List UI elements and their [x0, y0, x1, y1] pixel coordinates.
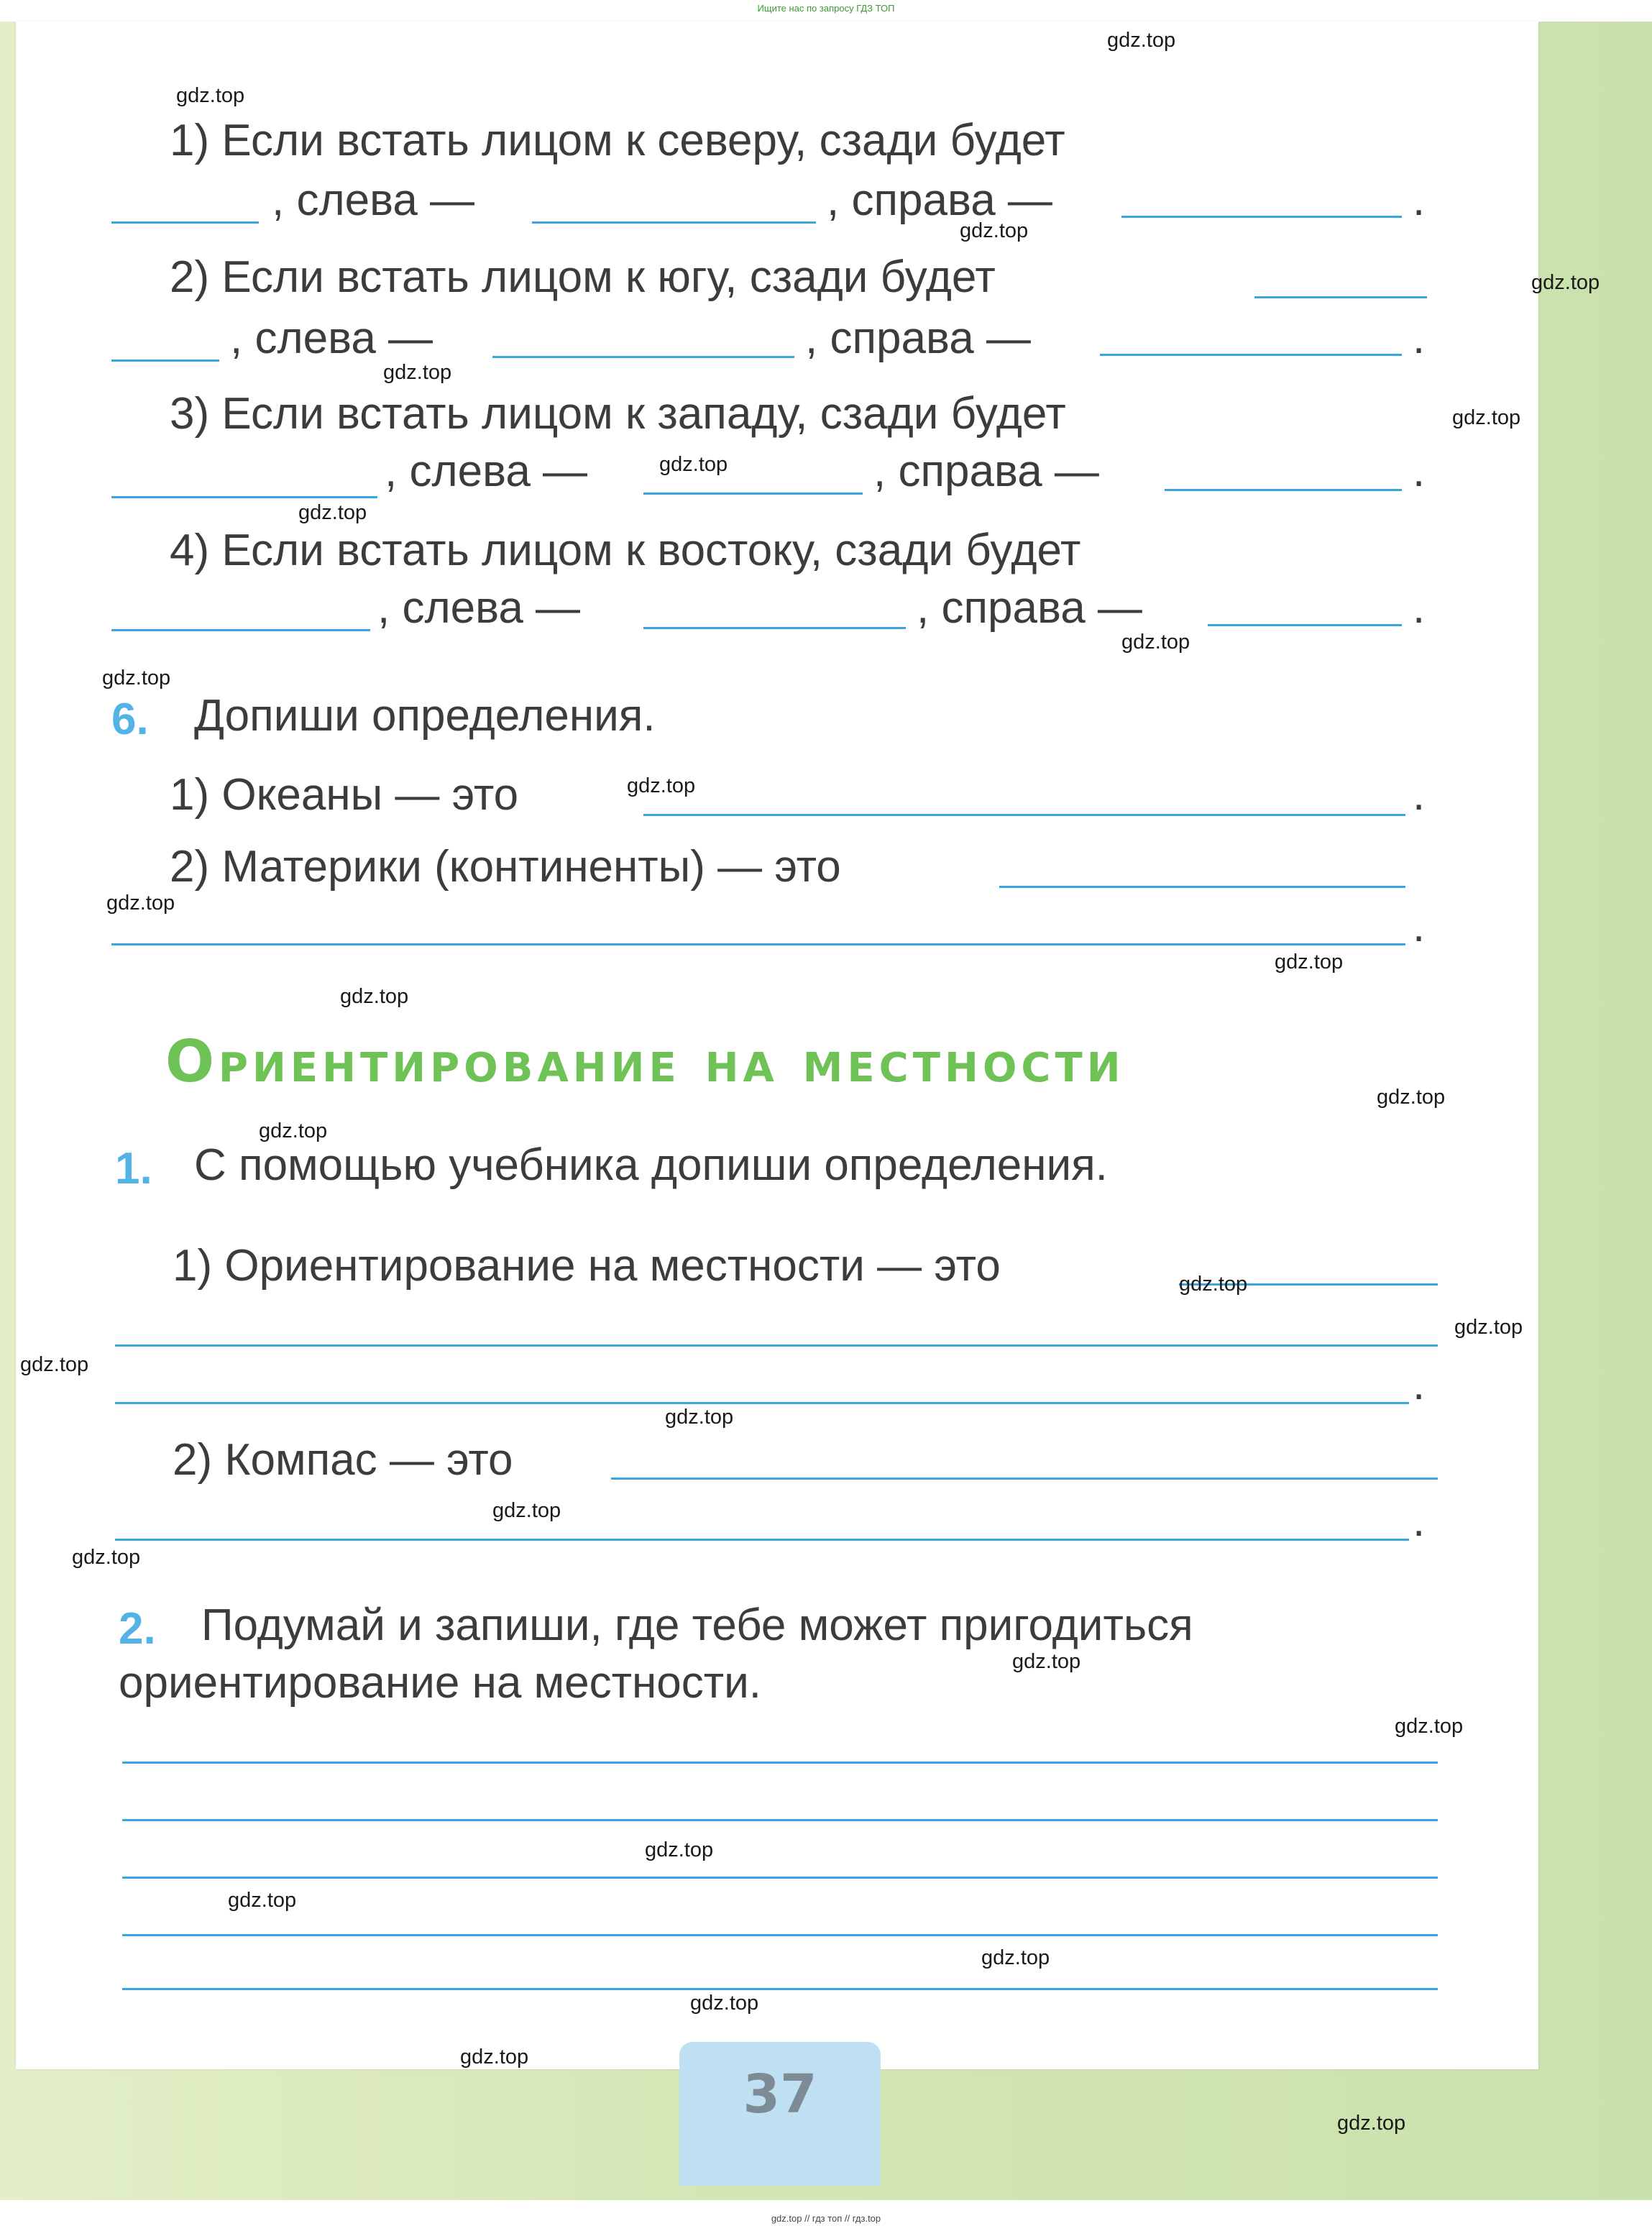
section-task1-item1-blank-b[interactable]: [115, 1344, 1438, 1347]
task6-item2-blank-a[interactable]: [999, 886, 1405, 888]
t5-item1-dot: .: [1413, 175, 1426, 225]
t5-item4-blank-left[interactable]: [643, 627, 906, 629]
t5-item1-right: , справа —: [827, 175, 1052, 225]
section-task1-item1-blank-c[interactable]: [115, 1402, 1409, 1404]
t5-item1-blank-left[interactable]: [532, 221, 816, 224]
task6-number: 6.: [111, 695, 149, 744]
t5-item3-blank-right[interactable]: [1165, 489, 1402, 491]
watermark: gdz.top: [659, 453, 728, 476]
t5-item2-left: , слева —: [230, 313, 433, 363]
section-task1-item2-blank-b[interactable]: [115, 1539, 1409, 1541]
section-task1-item1-dot: .: [1413, 1360, 1426, 1409]
watermark: gdz.top: [259, 1119, 328, 1142]
watermark: gdz.top: [298, 501, 367, 524]
watermark: gdz.top: [981, 1946, 1050, 1969]
t5-item1-text: 1) Если встать лицом к северу, сзади будет: [170, 116, 1065, 165]
t5-item3-blank-left[interactable]: [643, 493, 863, 495]
watermark: gdz.top: [645, 1838, 714, 1861]
watermark: gdz.top: [1337, 2112, 1406, 2135]
section-task1-item2-text: 2) Компас — это: [173, 1435, 513, 1485]
watermark: gdz.top: [72, 1546, 141, 1569]
t5-item1-blank-back[interactable]: [111, 221, 259, 224]
watermark: gdz.top: [1275, 950, 1344, 974]
section-task2-blank-3[interactable]: [122, 1877, 1438, 1879]
watermark: gdz.top: [102, 666, 171, 690]
task6-item2-text: 2) Материки (континенты) — это: [170, 842, 841, 892]
section-task2-line1: Подумай и запиши, где тебе может пригодиться: [201, 1600, 1193, 1650]
task6-item2-dot: .: [1413, 902, 1426, 951]
section-task1-item2-blank-a[interactable]: [611, 1478, 1438, 1480]
section-task2-blank-4[interactable]: [122, 1934, 1438, 1936]
t5-item2-blank-back-b[interactable]: [111, 359, 219, 362]
t5-item4-right: , справа —: [917, 583, 1142, 633]
watermark: gdz.top: [176, 84, 245, 107]
section-heading: Ориентирование на местности: [165, 1028, 1125, 1095]
t5-item4-blank-back[interactable]: [111, 629, 370, 631]
watermark: gdz.top: [1531, 271, 1600, 294]
watermark: gdz.top: [20, 1353, 89, 1376]
section-task1-item2-dot: .: [1413, 1496, 1426, 1546]
task6-item2-blank-b[interactable]: [111, 943, 1405, 945]
t5-item4-blank-right[interactable]: [1208, 624, 1402, 626]
watermark: gdz.top: [492, 1499, 561, 1522]
t5-item4-text: 4) Если встать лицом к востоку, сзади будет: [170, 526, 1081, 575]
t5-item2-blank-right[interactable]: [1100, 354, 1402, 356]
t5-item1-blank-right[interactable]: [1121, 216, 1402, 218]
watermark: gdz.top: [1107, 29, 1176, 52]
section-task2-line2: ориентирование на местности.: [119, 1658, 762, 1708]
t5-item2-text: 2) Если встать лицом к югу, сзади будет: [170, 252, 996, 302]
watermark: gdz.top: [1454, 1316, 1523, 1339]
task6-item1-text: 1) Океаны — это: [170, 770, 519, 820]
section-task2-number: 2.: [119, 1604, 156, 1654]
t5-item2-blank-left[interactable]: [492, 356, 794, 358]
task6-item1-blank[interactable]: [643, 814, 1405, 816]
t5-item3-blank-back[interactable]: [111, 496, 377, 498]
t5-item2-dot: .: [1413, 313, 1426, 363]
watermark: gdz.top: [1395, 1715, 1464, 1738]
top-banner[interactable]: Ищите нас по запросу ГДЗ ТОП: [757, 3, 895, 14]
section-task2-blank-2[interactable]: [122, 1819, 1438, 1821]
t5-item3-left: , слева —: [385, 446, 588, 496]
section-task1-item1-text: 1) Ориентирование на местности — это: [173, 1241, 1001, 1291]
watermark: gdz.top: [665, 1406, 734, 1429]
watermark: gdz.top: [383, 361, 452, 384]
section-task1-title: С помощью учебника допиши определения.: [194, 1140, 1108, 1190]
task6-title: Допиши определения.: [194, 691, 656, 741]
section-task2-blank-1[interactable]: [122, 1762, 1438, 1764]
watermark: gdz.top: [690, 1992, 759, 2015]
watermark: gdz.top: [340, 985, 409, 1008]
watermark: gdz.top: [627, 774, 696, 797]
page-number: 37: [743, 2063, 817, 2125]
t5-item3-right: , справа —: [873, 446, 1099, 496]
t5-item4-dot: .: [1413, 583, 1426, 633]
section-task1-number: 1.: [115, 1144, 152, 1194]
t5-item3-dot: .: [1413, 446, 1426, 496]
watermark: gdz.top: [1377, 1086, 1446, 1109]
watermark: gdz.top: [460, 2046, 529, 2069]
watermark: gdz.top: [960, 219, 1029, 242]
t5-item2-blank-back-a[interactable]: [1254, 296, 1427, 298]
section-task2-blank-5[interactable]: [122, 1988, 1438, 1990]
t5-item2-right: , справа —: [805, 313, 1031, 363]
t5-item4-left: , слева —: [377, 583, 581, 633]
watermark: gdz.top: [228, 1889, 297, 1912]
bottom-banner[interactable]: gdz.top // гдз топ // гдз.top: [771, 2213, 881, 2224]
watermark: gdz.top: [1012, 1650, 1081, 1673]
watermark: gdz.top: [1452, 406, 1521, 429]
task6-item1-dot: .: [1413, 770, 1426, 820]
watermark: gdz.top: [106, 892, 175, 915]
watermark: gdz.top: [1121, 631, 1190, 654]
t5-item3-text: 3) Если встать лицом к западу, сзади будет: [170, 389, 1066, 439]
watermark: gdz.top: [1179, 1273, 1248, 1296]
t5-item1-left: , слева —: [272, 175, 475, 225]
